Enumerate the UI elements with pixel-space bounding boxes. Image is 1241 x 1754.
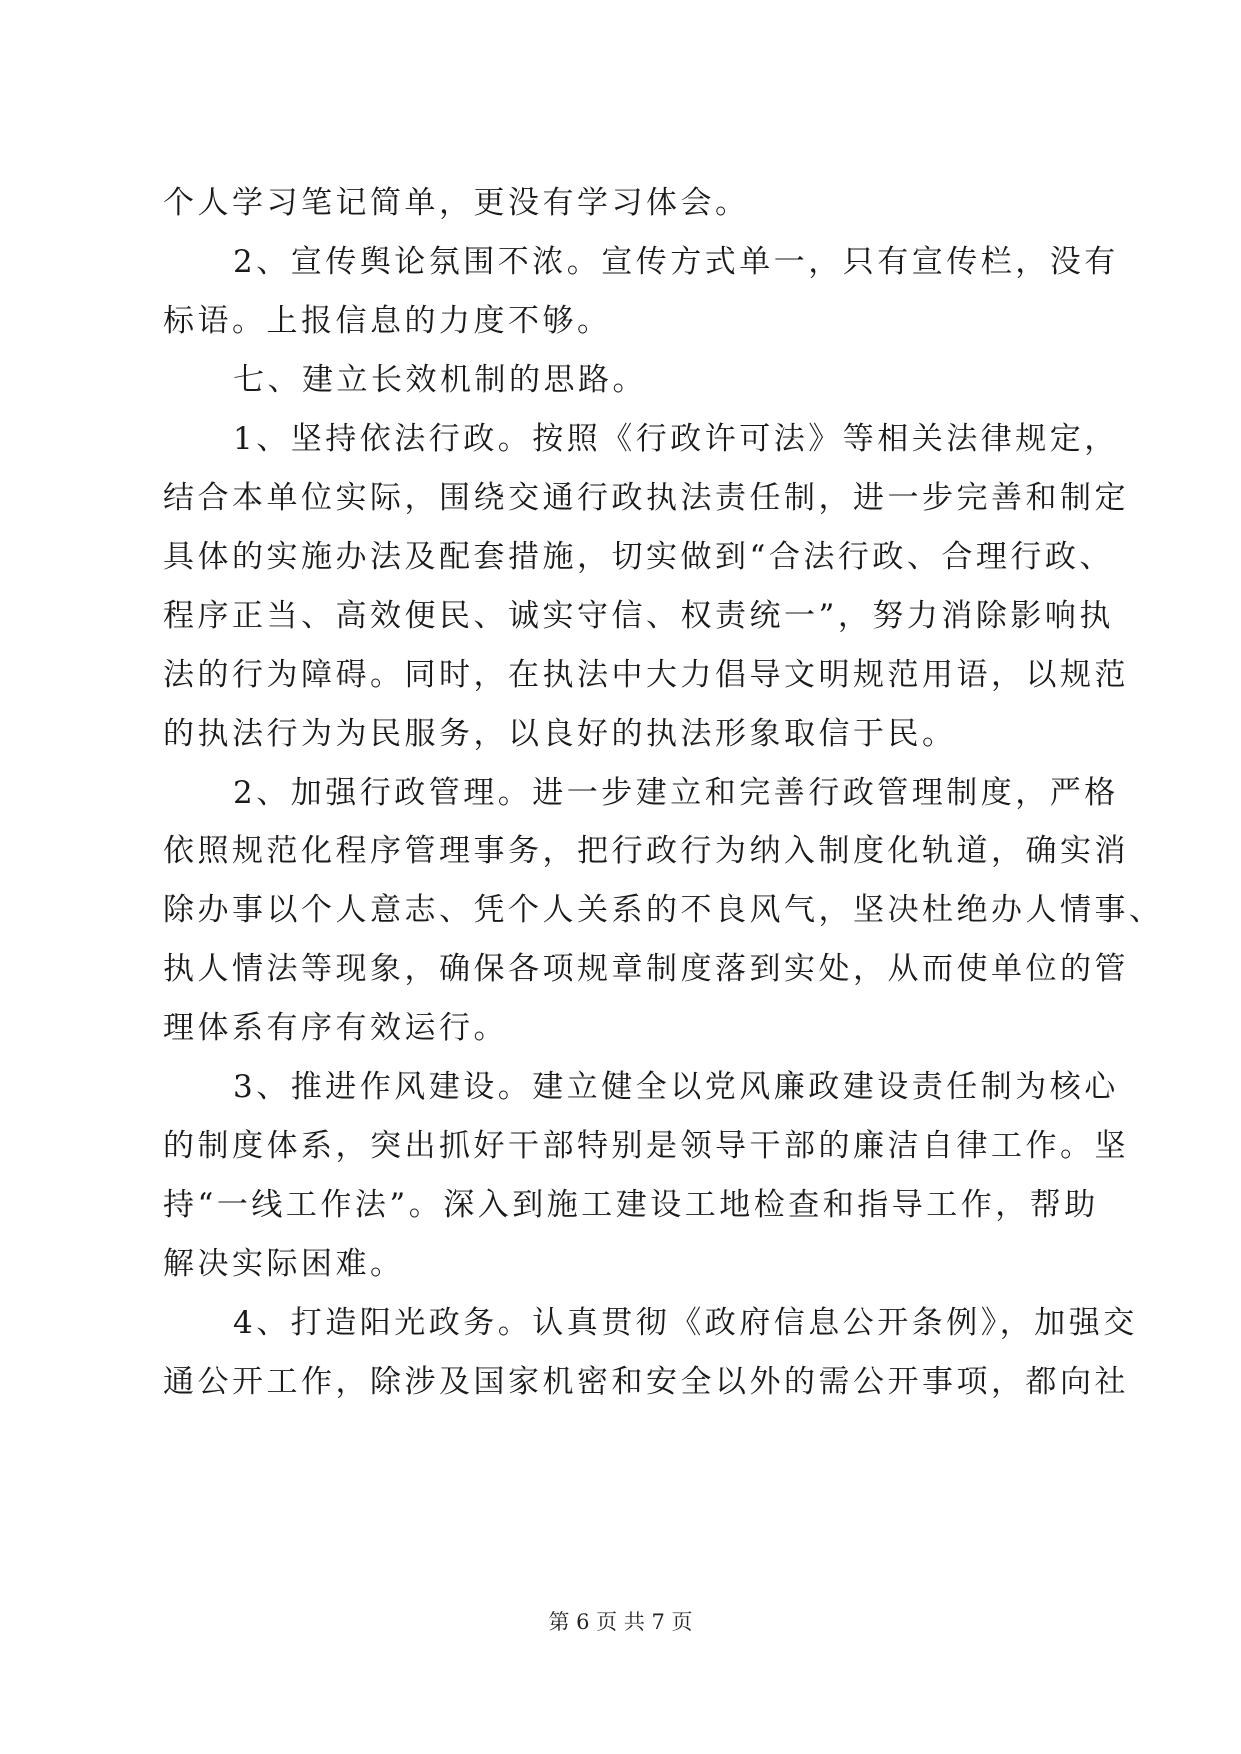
text-line: 结合本单位实际，围绕交通行政执法责任制，进一步完善和制定: [163, 480, 1129, 516]
text-line: 执人情法等现象，确保各项规章制度落到实处，从而使单位的管: [163, 951, 1129, 987]
text-line: 具体的实施办法及配套措施，切实做到“合法行政、合理行政、: [163, 539, 1114, 575]
text-line: 程序正当、高效便民、诚实守信、权责统一”，努力消除影响执: [163, 598, 1114, 634]
text-line: 标语。上报信息的力度不够。: [163, 303, 612, 339]
text-line: 2、加强行政管理。进一步建立和完善行政管理制度，严格: [233, 775, 1119, 811]
text-line: 的执法行为为民服务，以良好的执法形象取信于民。: [163, 716, 957, 752]
text-line: 七、建立长效机制的思路。: [233, 362, 647, 398]
text-line: 1、坚持依法行政。按照《行政许可法》等相关法律规定，: [233, 421, 1119, 457]
text-line: 4、打造阳光政务。认真贯彻《政府信息公开条例》，加强交: [233, 1305, 1138, 1341]
page-footer: 第 6 页 共 7 页: [548, 1610, 693, 1634]
text-line: 的制度体系，突出抓好干部特别是领导干部的廉洁自律工作。坚: [163, 1128, 1129, 1164]
text-line: 3、推进作风建设。建立健全以党风廉政建设责任制为核心: [233, 1069, 1119, 1105]
text-line: 依照规范化程序管理事务，把行政行为纳入制度化轨道，确实消: [163, 833, 1129, 869]
text-line: 2、宣传舆论氛围不浓。宣传方式单一，只有宣传栏，没有: [233, 244, 1119, 280]
text-line: 个人学习笔记简单，更没有学习体会。: [163, 185, 750, 221]
text-line: 除办事以个人意志、凭个人关系的不良风气，坚决杜绝办人情事、: [163, 892, 1164, 928]
text-line: 法的行为障碍。同时，在执法中大力倡导文明规范用语，以规范: [163, 657, 1129, 693]
text-line: 解决实际困难。: [163, 1246, 405, 1282]
text-line: 理体系有序有效运行。: [163, 1010, 508, 1046]
text-line: 持“一线工作法”。深入到施工建设工地检查和指导工作，帮助: [163, 1187, 1099, 1223]
text-line: 通公开工作，除涉及国家机密和安全以外的需公开事项，都向社: [163, 1364, 1129, 1400]
